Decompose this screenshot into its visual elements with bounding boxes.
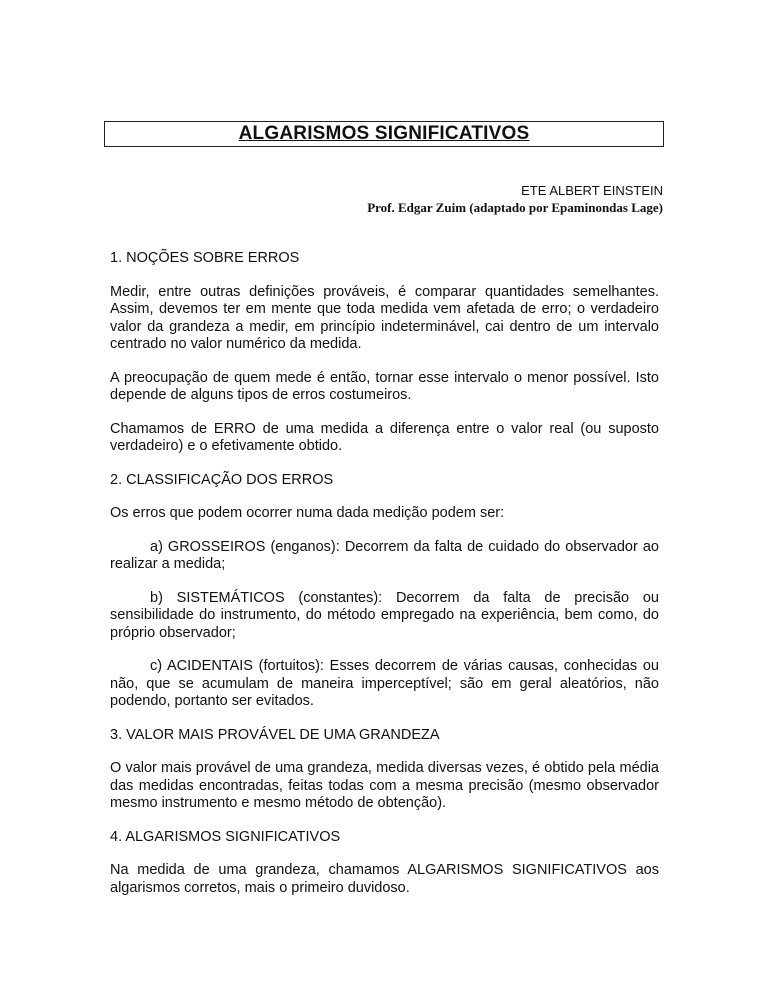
school-name: ETE ALBERT EINSTEIN [521,183,663,198]
section-heading-2: 2. CLASSIFICAÇÃO DOS ERROS [110,471,334,488]
title-box [104,121,664,147]
paragraph: Os erros que podem ocorrer numa dada medição podem ser: [110,505,505,521]
document-body [110,250,659,913]
list-item-a: a) GROSSEIROS (enganos): Decorrem da falta de cuidado do observador ao realizar a medida; [110,538,659,572]
paragraph: Chamamos de ERRO de uma medida a diferença entre o valor real (ou suposto verdadeiro) e o efetivamente obtido. [110,420,659,454]
author-line: Prof. Edgar Zuim (adaptado por Epaminondas Lage) [367,200,663,215]
document-title: ALGARISMOS SIGNIFICATIVOS [238,123,530,144]
section-heading-1: 1. NOÇÕES SOBRE ERROS [110,250,300,266]
paragraph: O valor mais provável de uma grandeza, medida diversas vezes, é obtido pela média das medidas encontradas, feitas todas com a mesma precisão (mesmo observador mesmo instrumento e mesmo método de obtenção). [110,760,659,811]
paragraph: A preocupação de quem mede é então, tornar esse intervalo o menor possível. Isto depende de alguns tipos de erros costumeiros. [110,369,659,403]
list-item-c: c) ACIDENTAIS (fortuitos): Esses decorrem de várias causas, conhecidas ou não, que se acumulam de maneira imperceptível; são em geral aleatórios, não podendo, portanto ser evitados. [110,658,659,709]
section-heading-3: 3. VALOR MAIS PROVÁVEL DE UMA GRANDEZA [110,726,440,743]
section-heading-4: 4. ALGARISMOS SIGNIFICATIVOS [110,828,341,845]
paragraph: Na medida de uma grandeza, chamamos ALGARISMOS SIGNIFICATIVOS aos algarismos corretos, mais o primeiro duvidoso. [110,862,659,896]
paragraph: Medir, entre outras definições prováveis, é comparar quantidades semelhantes. Assim, devemos ter em mente que toda medida vem afetada de erro; o verdadeiro valor da grandeza a medir, em princípio indeterminável, cai dentro de um intervalo centrado no valor numérico da medida. [110,283,659,352]
list-item-b: b) SISTEMÁTICOS (constantes): Decorrem da falta de precisão ou sensibilidade do instrumento, do método empregado na experiência, bem como, do próprio observador; [110,589,659,641]
